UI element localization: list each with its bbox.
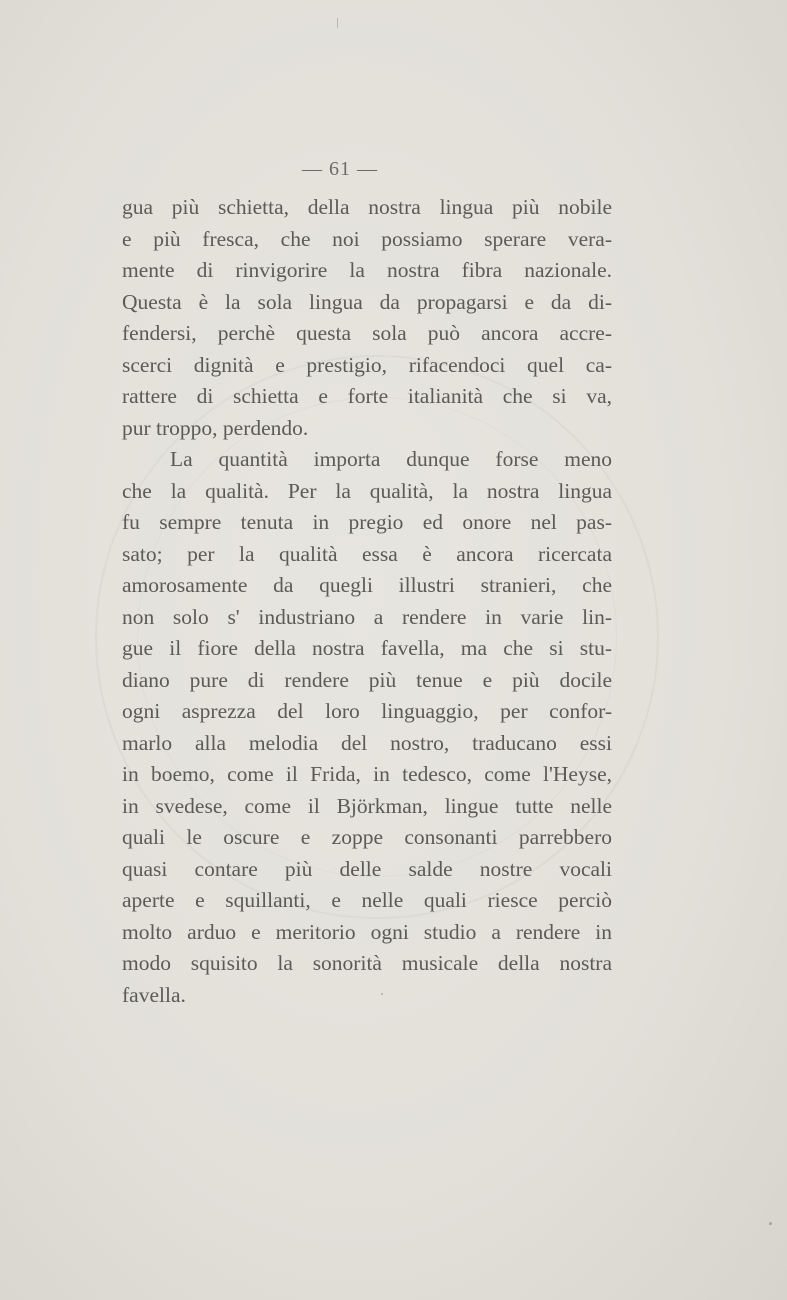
text-line: amorosamente da quegli illustri stranieri, che [122, 573, 612, 597]
text-line: che la qualità. Per la qualità, la nostra lingua [122, 478, 612, 503]
paper-speck [769, 1222, 772, 1225]
text-line: e più fresca, che noi possiamo sperare vera- [122, 226, 612, 251]
text-line: rattere di schietta e forte italianità che si va, [122, 384, 612, 408]
text-line: pur troppo, perdendo. [122, 415, 309, 440]
text-line: Questa è la sola lingua da propagarsi e da di- [122, 289, 612, 314]
text-line: in svedese, come il Björkman, lingue tutte nelle [122, 793, 612, 818]
fold-mark [337, 18, 338, 28]
text-line: La quantità importa dunque forse meno [170, 447, 612, 471]
text-line: quali le oscure e zoppe consonanti parrebbero [122, 825, 612, 849]
text-line: sato; per la qualità essa è ancora ricercata [122, 541, 612, 566]
text-line: favella. [122, 982, 186, 1007]
text-line: gua più schietta, della nostra lingua più nobile [122, 195, 612, 219]
text-line: gue il fiore della nostra favella, ma che si stu- [122, 636, 612, 660]
body-text [122, 192, 612, 1011]
text-line: marlo alla melodia del nostro, traducano essi [122, 730, 612, 755]
text-line: molto arduo e meritorio ogni studio a rendere in [122, 919, 612, 944]
page-number: — 61 — [302, 158, 378, 180]
text-line: mente di rinvigorire la nostra fibra nazionale. [122, 258, 612, 282]
text-line: scerci dignità e prestigio, rifacendoci quel ca- [122, 352, 612, 377]
text-line: in boemo, come il Frida, in tedesco, come l'Heyse, [122, 762, 612, 786]
text-line: modo squisito la sonorità musicale della nostra [122, 951, 612, 975]
text-line: ogni asprezza del loro linguaggio, per confor- [122, 699, 612, 723]
text-line: quasi contare più delle salde nostre vocali [122, 856, 612, 881]
text-line: aperte e squillanti, e nelle quali riesce perciò [122, 888, 612, 912]
text-line: diano pure di rendere più tenue e più docile [122, 667, 612, 692]
text-line: non solo s' industriano a rendere in varie lin- [122, 604, 612, 629]
paper-speck [381, 993, 383, 995]
text-line: fendersi, perchè questa sola può ancora accre- [122, 321, 612, 345]
text-line: fu sempre tenuta in pregio ed onore nel pas- [122, 510, 612, 534]
